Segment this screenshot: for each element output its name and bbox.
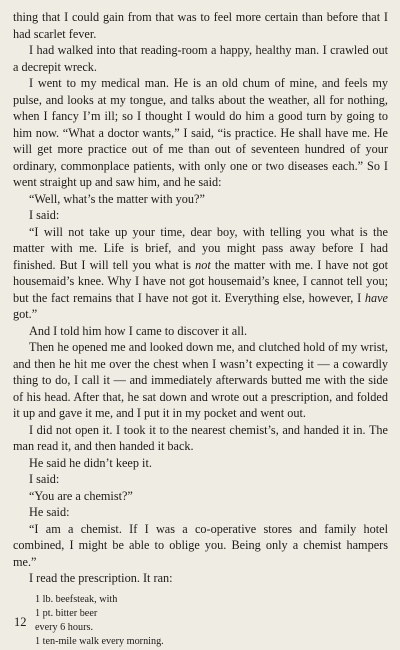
paragraph: [13, 224, 388, 323]
paragraph: [13, 323, 388, 340]
text-segment: “I will not take up your time, dear boy, with telling you what is the matter with me. Life is brief, and you might pass away before I had finished. But I will tell you what is: [13, 224, 388, 272]
paragraph: [13, 75, 388, 191]
paragraphs: [13, 9, 388, 587]
text-segment: “I am a chemist. If I was a co-operative stores and family hotel combined, I might be able to oblige you. Being only a chemist hampers me.”: [13, 521, 388, 569]
italic-text: have: [364, 290, 388, 305]
text-segment: And I told him how I came to discover it all.: [29, 323, 248, 338]
text-segment: He said:: [29, 505, 70, 519]
text-segment: I read the prescription. It ran:: [29, 571, 173, 585]
text-segment: I did not open it. I took it to the nearest chemist’s, and handed it in. The man read it, and then handed it back.: [13, 422, 388, 453]
text-segment: He said he didn’t keep it.: [29, 455, 152, 470]
paragraph: [13, 9, 388, 42]
prescription-line: 1 lb. beefsteak, with: [35, 593, 118, 605]
text-segment: I said:: [29, 472, 60, 486]
prescription-line: 1 pt. bitter beer: [35, 607, 98, 619]
paragraph: [13, 471, 388, 488]
text-segment: I went to my medical man. He is an old chum of mine, and feels my pulse, and looks at my tongue, and talks about the weather, all for nothing, when I fancy I’m ill; so I thought I would do him a good turn by going to him now. “What a doctor wants,” I said, “is practice. He shall have me. He will get more practice out of me than out of seventeen hundred of your ordinary, commonplace patients, with only one or two diseases each.” So I went straight up and saw him, and he said:: [13, 76, 388, 189]
text-segment: “You are a chemist?”: [29, 488, 133, 503]
prescription-line: 1 ten-mile walk every morning.: [35, 635, 164, 647]
paragraph: [13, 339, 388, 422]
prescription-line: every 6 hours.: [35, 621, 93, 633]
prescription: [35, 593, 388, 649]
text-segment: got.”: [13, 307, 38, 321]
paragraph: [13, 521, 388, 571]
text-segment: the matter with me. I have not got housemaid’s knee. Why I have not got housemaid’s knee, I cannot tell you; but the fact remains that I have not got it. Everything else, however, I: [13, 257, 389, 305]
paragraph: [13, 42, 388, 75]
paragraph: [13, 207, 388, 224]
text-segment: Then he opened me and looked down me, and clutched hold of my wrist, and then he hit me over the chest when I wasn’t expecting it — a cowardly thing to do, I call it — and immediately afterwards butted me with the side of his head. After that, he sat down and wrote out a prescription, and folded it up and gave it me, and I put it in my pocket and went out.: [13, 340, 388, 420]
text-segment: I said:: [29, 208, 60, 222]
paragraph: [13, 191, 388, 208]
page-number: 12: [14, 615, 27, 629]
text-segment: thing that I could gain from that was to feel more certain than before that I had scarlet fever.: [13, 10, 388, 41]
paragraph: [13, 504, 388, 521]
body-text: [13, 9, 388, 649]
paragraph: [13, 455, 388, 472]
paragraph: [13, 422, 388, 455]
italic-text: not: [195, 257, 211, 272]
paragraph: [13, 570, 388, 587]
text-segment: “Well, what’s the matter with you?”: [29, 191, 205, 206]
paragraph: [13, 488, 388, 505]
text-segment: I had walked into that reading-room a happy, healthy man. I crawled out a decrepit wreck.: [13, 43, 388, 74]
